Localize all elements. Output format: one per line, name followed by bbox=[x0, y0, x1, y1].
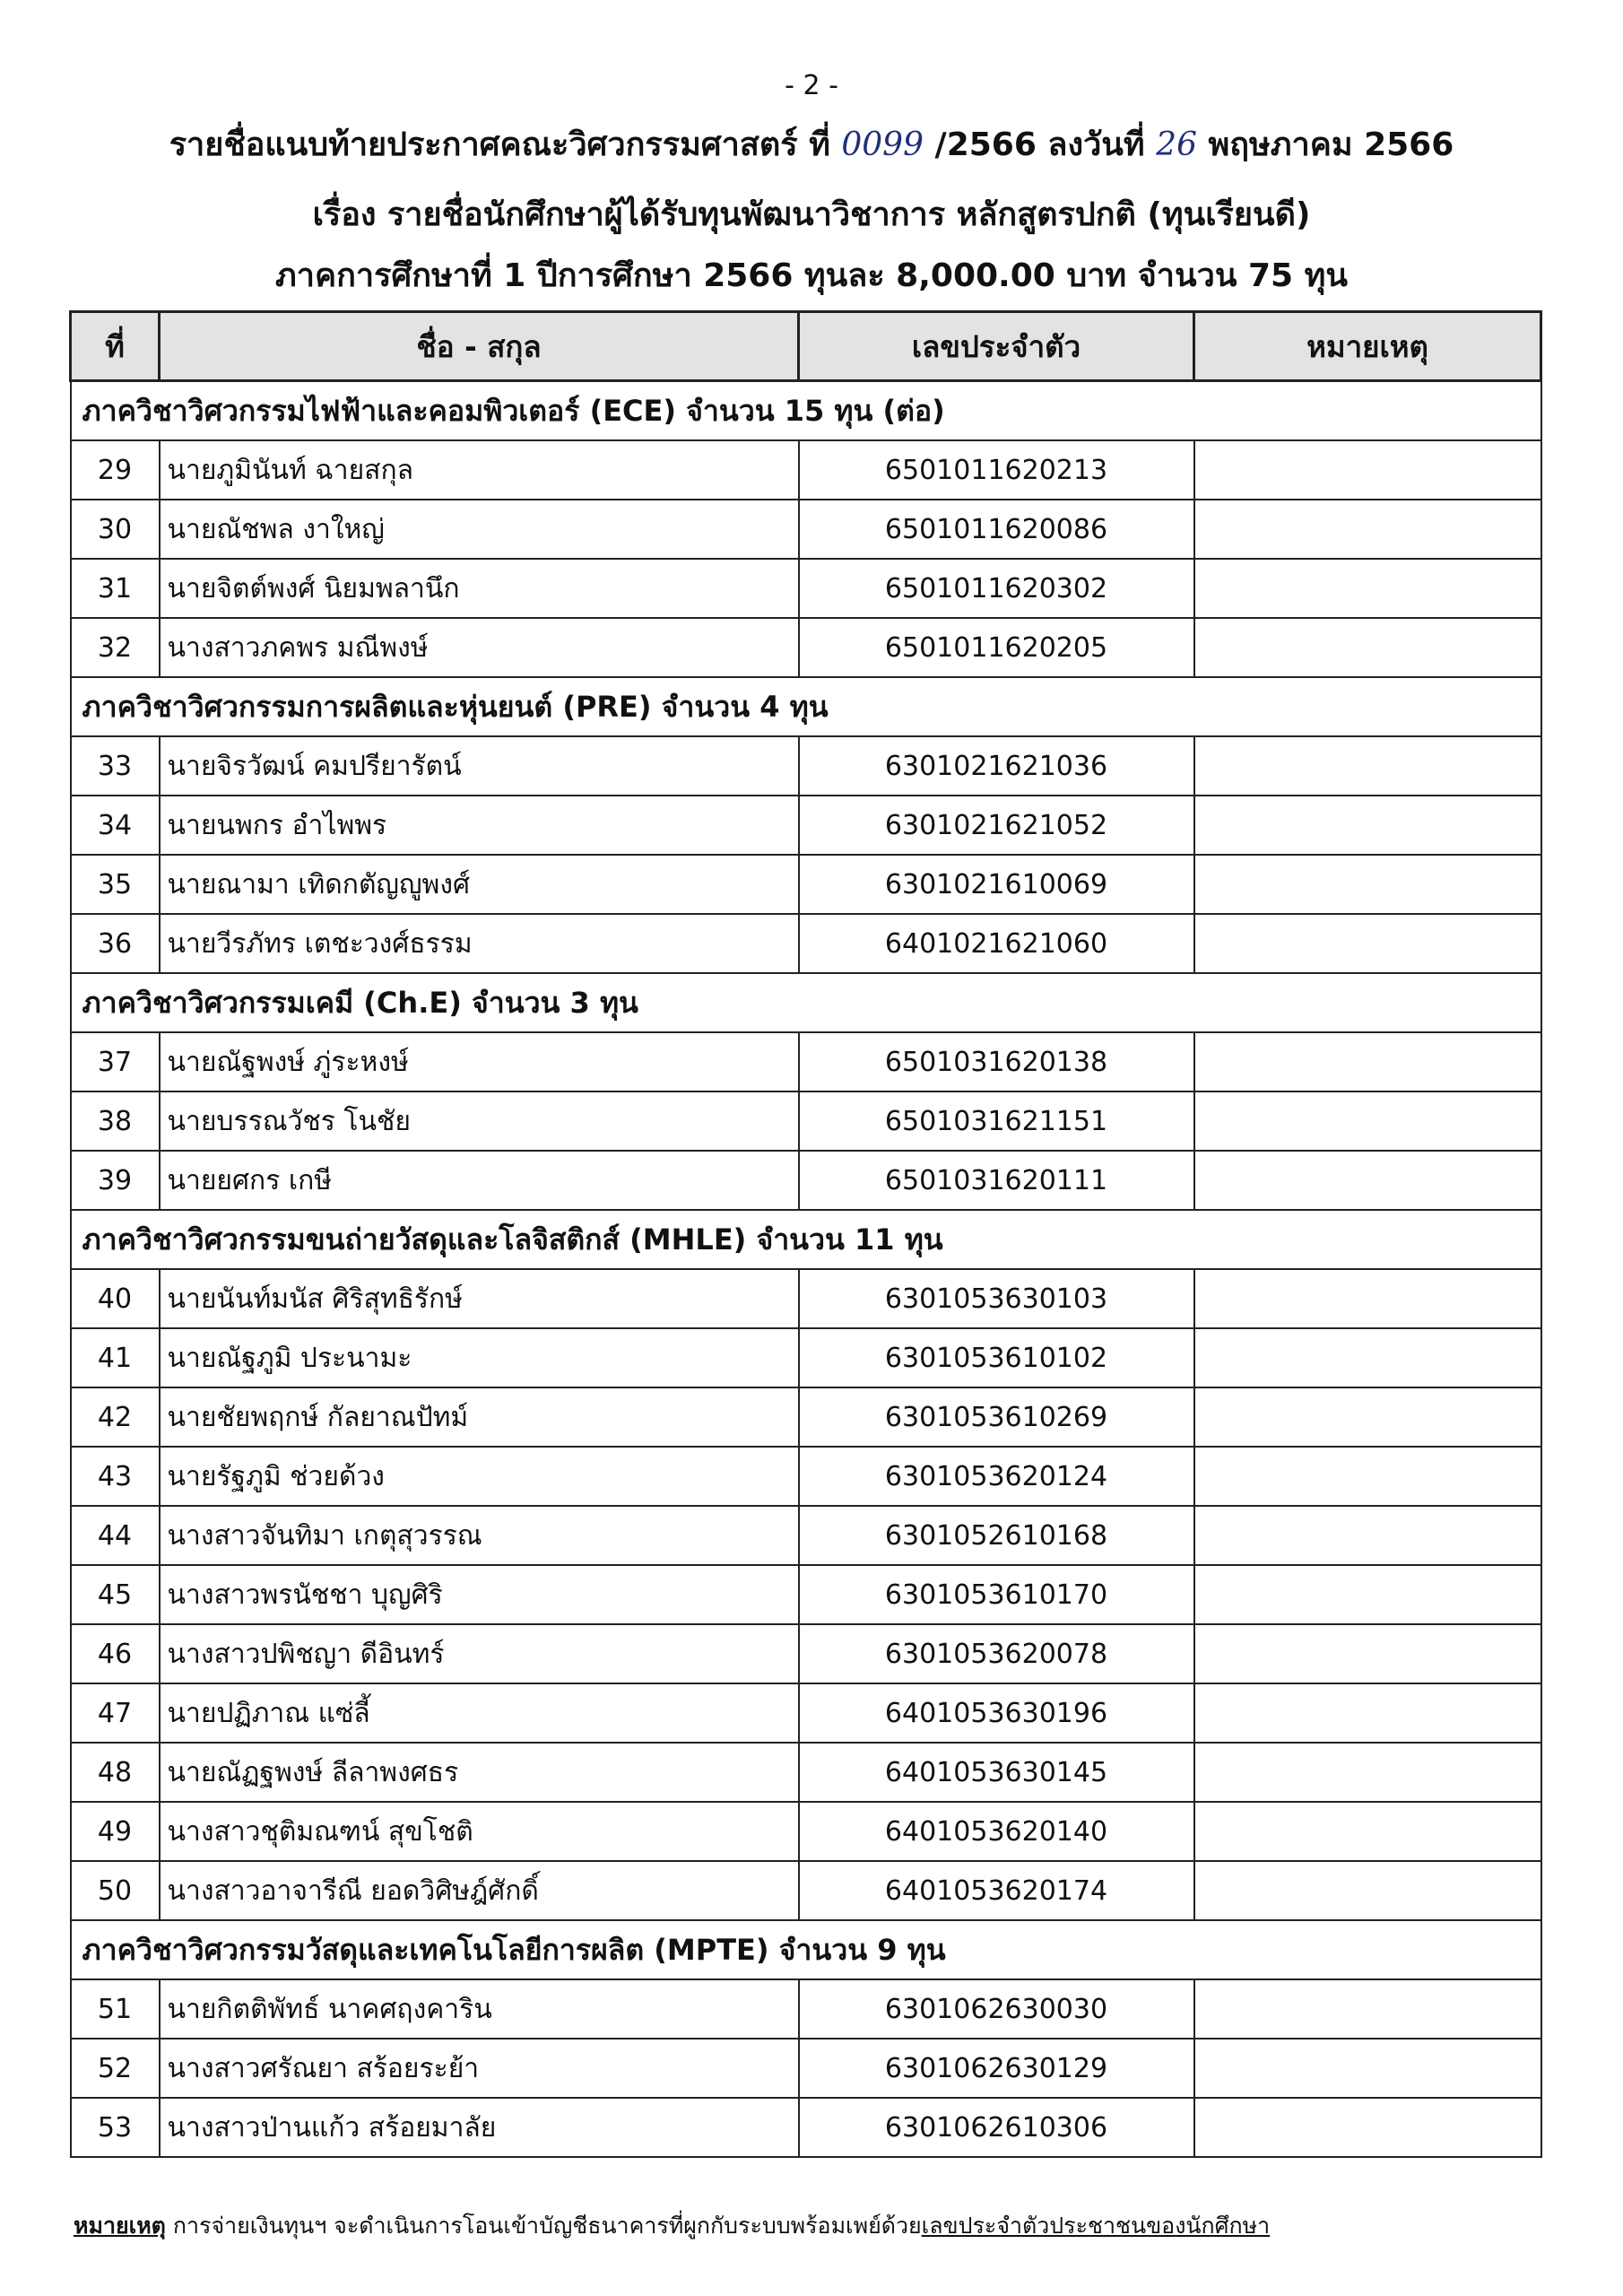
cell-no: 43 bbox=[71, 1447, 160, 1506]
cell-student-id: 6501031620111 bbox=[799, 1151, 1194, 1210]
section-title: ภาควิชาวิศวกรรมการผลิตและหุ่นยนต์ (PRE) จำนวน 4 ทุน bbox=[71, 677, 1541, 736]
note-text: การจ่ายเงินทุนฯ จะดำเนินการโอนเข้าบัญชีธนาคารที่ผูกกับระบบพร้อมเพย์ด้วย bbox=[165, 2213, 922, 2239]
cell-remark bbox=[1194, 1506, 1541, 1565]
cell-student-id: 6301062630030 bbox=[799, 1979, 1194, 2039]
note-underlined: เลขประจำตัวประชาชนของนักศึกษา bbox=[921, 2213, 1271, 2239]
title-mid: /2566 ลงวันที่ bbox=[934, 126, 1145, 163]
cell-student-id: 6301053620124 bbox=[799, 1447, 1194, 1506]
cell-no: 40 bbox=[71, 1269, 160, 1328]
cell-student-id: 6401053620140 bbox=[799, 1802, 1194, 1861]
table-row bbox=[71, 1328, 1541, 1387]
cell-name: นางสาวปพิชญา ดีอินทร์ bbox=[160, 1624, 799, 1683]
cell-remark bbox=[1194, 1802, 1541, 1861]
table-header-row bbox=[71, 312, 1541, 381]
cell-no: 45 bbox=[71, 1565, 160, 1624]
cell-student-id: 6301021621052 bbox=[799, 796, 1194, 855]
section-title: ภาควิชาวิศวกรรมวัสดุและเทคโนโลยีการผลิต (MPTE) จำนวน 9 ทุน bbox=[71, 1920, 1541, 1979]
cell-student-id: 6301053620078 bbox=[799, 1624, 1194, 1683]
cell-student-id: 6301021621036 bbox=[799, 736, 1194, 796]
announcement-day: 26 bbox=[1156, 126, 1197, 163]
cell-no: 49 bbox=[71, 1802, 160, 1861]
cell-no: 47 bbox=[71, 1683, 160, 1743]
cell-name: นายจิตต์พงศ์ นิยมพลานึก bbox=[160, 559, 799, 618]
table-row bbox=[71, 1151, 1541, 1210]
table-row bbox=[71, 1802, 1541, 1861]
cell-student-id: 6501031621151 bbox=[799, 1091, 1194, 1151]
cell-name: นายชัยพฤกษ์ กัลยาณปัทม์ bbox=[160, 1387, 799, 1447]
section-row bbox=[71, 973, 1541, 1032]
section-title: ภาควิชาวิศวกรรมไฟฟ้าและคอมพิวเตอร์ (ECE) จำนวน 15 ทุน (ต่อ) bbox=[71, 381, 1541, 441]
table-row bbox=[71, 1743, 1541, 1802]
table-row bbox=[71, 1091, 1541, 1151]
cell-remark bbox=[1194, 796, 1541, 855]
cell-name: นายวีรภัทร เตชะวงศ์ธรรม bbox=[160, 914, 799, 973]
table-row bbox=[71, 1624, 1541, 1683]
cell-remark bbox=[1194, 618, 1541, 677]
table-body bbox=[71, 381, 1541, 2158]
cell-remark bbox=[1194, 1032, 1541, 1091]
cell-remark bbox=[1194, 1387, 1541, 1447]
cell-no: 48 bbox=[71, 1743, 160, 1802]
table-row bbox=[71, 500, 1541, 559]
cell-name: นายณัฏฐพงษ์ ลีลาพงศธร bbox=[160, 1743, 799, 1802]
cell-no: 42 bbox=[71, 1387, 160, 1447]
table-row bbox=[71, 1447, 1541, 1506]
cell-remark bbox=[1194, 855, 1541, 914]
cell-student-id: 6501011620205 bbox=[799, 618, 1194, 677]
table-row bbox=[71, 1979, 1541, 2039]
cell-remark bbox=[1194, 500, 1541, 559]
cell-name: นายรัฐภูมิ ช่วยด้วง bbox=[160, 1447, 799, 1506]
cell-student-id: 6301062610306 bbox=[799, 2098, 1194, 2157]
cell-remark bbox=[1194, 1683, 1541, 1743]
cell-remark bbox=[1194, 1624, 1541, 1683]
cell-name: นางสาวจันทิมา เกตุสุวรรณ bbox=[160, 1506, 799, 1565]
cell-name: นายภูมินันท์ ฉายสกุล bbox=[160, 440, 799, 500]
cell-student-id: 6501011620213 bbox=[799, 440, 1194, 500]
cell-name: นางสาวชุติมณฑน์ สุขโชติ bbox=[160, 1802, 799, 1861]
cell-student-id: 6501011620302 bbox=[799, 559, 1194, 618]
table-row bbox=[71, 1683, 1541, 1743]
cell-no: 53 bbox=[71, 2098, 160, 2157]
cell-no: 37 bbox=[71, 1032, 160, 1091]
cell-student-id: 6501011620086 bbox=[799, 500, 1194, 559]
note-label: หมายเหตุ bbox=[74, 2213, 166, 2239]
table-row bbox=[71, 1269, 1541, 1328]
title-prefix: รายชื่อแนบท้ายประกาศคณะวิศวกรรมศาสตร์ ที่ bbox=[169, 126, 830, 163]
cell-no: 36 bbox=[71, 914, 160, 973]
cell-student-id: 6401053630145 bbox=[799, 1743, 1194, 1802]
table-row bbox=[71, 440, 1541, 500]
cell-name: นายนพกร อำไพพร bbox=[160, 796, 799, 855]
cell-name: นางสาวพรนัชชา บุญศิริ bbox=[160, 1565, 799, 1624]
cell-student-id: 6301053610170 bbox=[799, 1565, 1194, 1624]
cell-name: นางสาวศรัณยา สร้อยระย้า bbox=[160, 2039, 799, 2098]
cell-name: นายบรรณวัชร โนชัย bbox=[160, 1091, 799, 1151]
cell-student-id: 6401021621060 bbox=[799, 914, 1194, 973]
cell-no: 44 bbox=[71, 1506, 160, 1565]
cell-remark bbox=[1194, 1269, 1541, 1328]
announcement-number: 0099 bbox=[841, 126, 924, 163]
cell-name: นายณัฐภูมิ ประนามะ bbox=[160, 1328, 799, 1387]
cell-no: 32 bbox=[71, 618, 160, 677]
cell-no: 35 bbox=[71, 855, 160, 914]
cell-remark bbox=[1194, 1328, 1541, 1387]
cell-name: นายณัชพล งาใหญ่ bbox=[160, 500, 799, 559]
section-row bbox=[71, 381, 1541, 441]
section-row bbox=[71, 677, 1541, 736]
table-row bbox=[71, 914, 1541, 973]
table-row bbox=[71, 1565, 1541, 1624]
col-header-id: เลขประจำตัว bbox=[799, 312, 1194, 381]
cell-name: นายกิตติพัทธ์ นาคศฤงคาริน bbox=[160, 1979, 799, 2039]
section-title: ภาควิชาวิศวกรรมเคมี (Ch.E) จำนวน 3 ทุน bbox=[71, 973, 1541, 1032]
cell-name: นายณามา เทิดกตัญญูพงศ์ bbox=[160, 855, 799, 914]
footer-note bbox=[74, 2208, 1270, 2244]
table-row bbox=[71, 2098, 1541, 2157]
col-header-no: ที่ bbox=[71, 312, 160, 381]
cell-no: 50 bbox=[71, 1861, 160, 1920]
cell-student-id: 6301053610269 bbox=[799, 1387, 1194, 1447]
cell-no: 30 bbox=[71, 500, 160, 559]
cell-student-id: 6301052610168 bbox=[799, 1506, 1194, 1565]
cell-remark bbox=[1194, 736, 1541, 796]
cell-student-id: 6301053630103 bbox=[799, 1269, 1194, 1328]
scholarship-table bbox=[69, 310, 1542, 2158]
cell-remark bbox=[1194, 2039, 1541, 2098]
cell-remark bbox=[1194, 914, 1541, 973]
cell-student-id: 6401053620174 bbox=[799, 1861, 1194, 1920]
announcement-title bbox=[0, 118, 1623, 170]
cell-student-id: 6501031620138 bbox=[799, 1032, 1194, 1091]
cell-no: 31 bbox=[71, 559, 160, 618]
table-row bbox=[71, 1861, 1541, 1920]
section-row bbox=[71, 1920, 1541, 1979]
title-date: พฤษภาคม 2566 bbox=[1208, 126, 1454, 163]
cell-student-id: 6401053630196 bbox=[799, 1683, 1194, 1743]
cell-no: 39 bbox=[71, 1151, 160, 1210]
cell-remark bbox=[1194, 1151, 1541, 1210]
cell-no: 33 bbox=[71, 736, 160, 796]
cell-no: 41 bbox=[71, 1328, 160, 1387]
cell-name: นางสาวภคพร มณีพงษ์ bbox=[160, 618, 799, 677]
table-row bbox=[71, 618, 1541, 677]
cell-name: นายยศกร เกษี bbox=[160, 1151, 799, 1210]
cell-remark bbox=[1194, 1447, 1541, 1506]
cell-remark bbox=[1194, 1743, 1541, 1802]
table-row bbox=[71, 559, 1541, 618]
cell-name: นายจิรวัฒน์ คมปรียารัตน์ bbox=[160, 736, 799, 796]
table-row bbox=[71, 1032, 1541, 1091]
cell-no: 29 bbox=[71, 440, 160, 500]
subject-line: เรื่อง รายชื่อนักศึกษาผู้ได้รับทุนพัฒนาวิชาการ หลักสูตรปกติ (ทุนเรียนดี) bbox=[312, 196, 1311, 233]
cell-remark bbox=[1194, 1861, 1541, 1920]
cell-remark bbox=[1194, 1979, 1541, 2039]
cell-student-id: 6301053610102 bbox=[799, 1328, 1194, 1387]
section-row bbox=[71, 1210, 1541, 1269]
col-header-name: ชื่อ - สกุล bbox=[160, 312, 799, 381]
cell-no: 34 bbox=[71, 796, 160, 855]
cell-student-id: 6301062630129 bbox=[799, 2039, 1194, 2098]
cell-remark bbox=[1194, 1091, 1541, 1151]
table-row bbox=[71, 1506, 1541, 1565]
table-row bbox=[71, 855, 1541, 914]
cell-name: นางสาวอาจารีณี ยอดวิศิษฎ์ศักดิ์ bbox=[160, 1861, 799, 1920]
cell-no: 38 bbox=[71, 1091, 160, 1151]
cell-name: นายณัฐพงษ์ ภู่ระหงษ์ bbox=[160, 1032, 799, 1091]
col-header-remark: หมายเหตุ bbox=[1194, 312, 1541, 381]
cell-remark bbox=[1194, 2098, 1541, 2157]
table-row bbox=[71, 736, 1541, 796]
section-title: ภาควิชาวิศวกรรมขนถ่ายวัสดุและโลจิสติกส์ (MHLE) จำนวน 11 ทุน bbox=[71, 1210, 1541, 1269]
table-row bbox=[71, 2039, 1541, 2098]
table-row bbox=[71, 796, 1541, 855]
cell-no: 52 bbox=[71, 2039, 160, 2098]
cell-remark bbox=[1194, 440, 1541, 500]
page-number: - 2 - bbox=[785, 70, 838, 101]
cell-name: นายนันท์มนัส ศิริสุทธิรักษ์ bbox=[160, 1269, 799, 1328]
cell-no: 46 bbox=[71, 1624, 160, 1683]
table-row bbox=[71, 1387, 1541, 1447]
cell-remark bbox=[1194, 1565, 1541, 1624]
cell-name: นางสาวป่านแก้ว สร้อยมาลัย bbox=[160, 2098, 799, 2157]
cell-no: 51 bbox=[71, 1979, 160, 2039]
cell-student-id: 6301021610069 bbox=[799, 855, 1194, 914]
term-line: ภาคการศึกษาที่ 1 ปีการศึกษา 2566 ทุนละ 8,000.00 บาท จำนวน 75 ทุน bbox=[275, 257, 1348, 294]
cell-name: นายปฏิภาณ แซ่ลี้ bbox=[160, 1683, 799, 1743]
cell-remark bbox=[1194, 559, 1541, 618]
